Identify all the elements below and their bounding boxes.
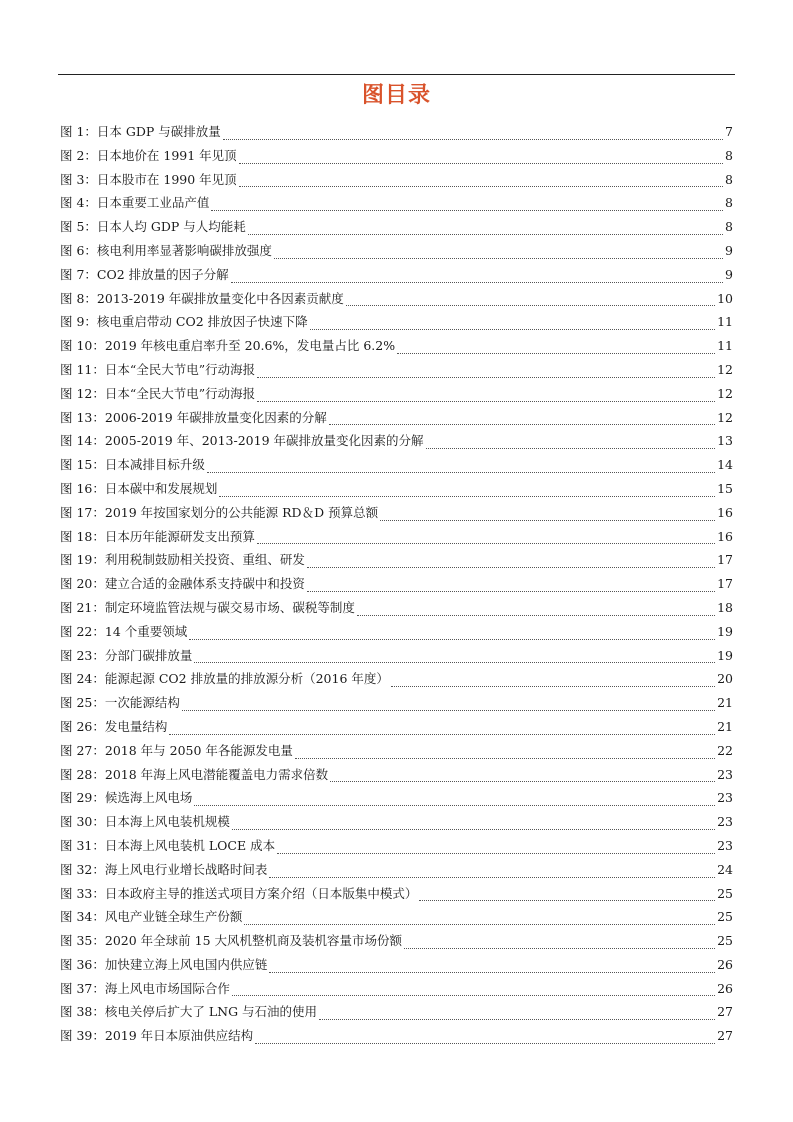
toc-entry-label: 图 36：加快建立海上风电国内供应链 <box>60 956 268 972</box>
dot-leader <box>223 139 723 140</box>
toc-entry[interactable] <box>60 336 733 360</box>
toc-entry-label: 图 33：日本政府主导的推送式项目方案介绍（日本版集中模式） <box>60 885 418 901</box>
toc-entry-page: 11 <box>717 314 733 330</box>
toc-entry-page: 27 <box>717 1004 733 1020</box>
dot-leader <box>330 781 715 782</box>
toc-entry[interactable] <box>60 312 733 336</box>
toc-entry[interactable] <box>60 503 733 527</box>
toc-entry-page: 25 <box>717 909 733 925</box>
toc-entry-label: 图 37：海上风电市场国际合作 <box>60 980 230 996</box>
toc-entry-page: 13 <box>717 433 733 449</box>
toc-entry-page: 25 <box>717 933 733 949</box>
toc-entry[interactable] <box>60 455 733 479</box>
dot-leader <box>219 496 715 497</box>
toc-entry-page: 23 <box>717 837 733 853</box>
toc-entry[interactable] <box>60 360 733 384</box>
toc-entry[interactable] <box>60 1002 733 1026</box>
toc-entry[interactable] <box>60 931 733 955</box>
dot-leader <box>419 900 715 901</box>
dot-leader <box>391 686 715 687</box>
toc-entry-page: 20 <box>717 671 733 687</box>
dot-leader <box>269 972 715 973</box>
toc-entry[interactable] <box>60 741 733 765</box>
toc-entry-label: 图 14：2005-2019 年、2013-2019 年碳排放量变化因素的分解 <box>60 433 424 449</box>
toc-entry-page: 23 <box>717 766 733 782</box>
toc-entry-label: 图 29：候选海上风电场 <box>60 790 193 806</box>
toc-entry[interactable] <box>60 669 733 693</box>
toc-entry-label: 图 32：海上风电行业增长战略时间表 <box>60 861 268 877</box>
dot-leader <box>404 948 715 949</box>
dot-leader <box>295 758 715 759</box>
dot-leader <box>357 615 715 616</box>
toc-entry-label: 图 35：2020 年全球前 15 大风机整机商及装机容量市场份额 <box>60 933 403 949</box>
toc-entry-page: 14 <box>717 457 733 473</box>
toc-entry[interactable] <box>60 955 733 979</box>
toc-entry-label: 图 27：2018 年与 2050 年各能源发电量 <box>60 742 293 758</box>
toc-entry[interactable] <box>60 646 733 670</box>
toc-entry-page: 7 <box>725 124 733 139</box>
dot-leader <box>248 234 723 235</box>
toc-entry-page: 8 <box>725 147 733 163</box>
toc-entry[interactable] <box>60 217 733 241</box>
toc-entry-page: 16 <box>717 504 733 520</box>
toc-entry-page: 15 <box>717 480 733 496</box>
toc-entry[interactable] <box>60 979 733 1003</box>
toc-entry-label: 图 23：分部门碳排放量 <box>60 647 193 663</box>
toc-entry[interactable] <box>60 289 733 313</box>
toc-entry-page: 11 <box>717 338 733 354</box>
dot-leader <box>307 591 715 592</box>
dot-leader <box>274 258 723 259</box>
toc-entry-page: 8 <box>725 219 733 235</box>
toc-entry-page: 26 <box>717 956 733 972</box>
dot-leader <box>380 520 715 521</box>
dot-leader <box>194 662 715 663</box>
dot-leader <box>277 853 715 854</box>
dot-leader <box>211 210 723 211</box>
toc-entry-page: 12 <box>717 361 733 377</box>
dot-leader <box>257 377 715 378</box>
toc-entry-label: 图 8：2013-2019 年碳排放量变化中各因素贡献度 <box>60 290 344 306</box>
toc-entry-label: 图 25：一次能源结构 <box>60 695 180 711</box>
dot-leader <box>426 448 716 449</box>
toc-entry-label: 图 17：2019 年按国家划分的公共能源 RD＆D 预算总额 <box>60 504 379 520</box>
toc-entry[interactable] <box>60 241 733 265</box>
toc-entry-label: 图 6：核电利用率显著影响碳排放强度 <box>60 242 272 258</box>
toc-entry-page: 8 <box>725 171 733 187</box>
dot-leader <box>329 424 715 425</box>
toc-entry[interactable] <box>60 884 733 908</box>
toc-entry-label: 图 2：日本地价在 1991 年见顶 <box>60 147 237 163</box>
toc-entry-page: 25 <box>717 885 733 901</box>
dot-leader <box>310 329 715 330</box>
dot-leader <box>232 995 715 996</box>
toc-entry-label: 图 31：日本海上风电装机 LOCE 成本 <box>60 837 276 853</box>
dot-leader <box>194 805 715 806</box>
toc-entry-label: 图 11：日本“全民大节电”行动海报 <box>60 361 256 377</box>
toc-entry-label: 图 13：2006-2019 年碳排放量变化因素的分解 <box>60 409 327 425</box>
header-rule <box>58 74 735 75</box>
toc-entry[interactable] <box>60 527 733 551</box>
toc-entry-label: 图 39：2019 年日本原油供应结构 <box>60 1028 254 1044</box>
dot-leader <box>231 282 723 283</box>
toc-entry[interactable] <box>60 1026 733 1050</box>
toc-entry-label: 图 34：风电产业链全球生产份额 <box>60 909 243 925</box>
toc-entry[interactable] <box>60 765 733 789</box>
toc-entry[interactable] <box>60 193 733 217</box>
dot-leader <box>307 567 715 568</box>
toc-entry[interactable] <box>60 812 733 836</box>
toc-entry-page: 24 <box>717 861 733 877</box>
toc-entry-label: 图 28：2018 年海上风电潜能覆盖电力需求倍数 <box>60 766 329 782</box>
toc-entry-label: 图 20：建立合适的金融体系支持碳中和投资 <box>60 576 305 592</box>
toc-entry[interactable] <box>60 788 733 812</box>
toc-entry-label: 图 22：14 个重要领域 <box>60 623 188 639</box>
toc-entry-label: 图 5：日本人均 GDP 与人均能耗 <box>60 219 246 235</box>
toc-entry-label: 图 10：2019 年核电重启率升至 20.6%，发电量占比 6.2% <box>60 338 396 354</box>
toc-entry-page: 9 <box>725 266 733 282</box>
page-title: 图目录 <box>361 83 431 108</box>
dot-leader <box>239 163 723 164</box>
toc-entry[interactable] <box>60 170 733 194</box>
toc-entry-label: 图 18：日本历年能源研发支出预算 <box>60 528 255 544</box>
dot-leader <box>182 710 715 711</box>
toc-entry-label: 图 30：日本海上风电装机规模 <box>60 814 230 830</box>
toc-entry[interactable] <box>60 574 733 598</box>
toc-entry-label: 图 1：日本 GDP 与碳排放量 <box>60 124 221 139</box>
toc-entry-page: 22 <box>717 742 733 758</box>
toc-entry[interactable] <box>60 122 733 146</box>
toc-entry[interactable] <box>60 146 733 170</box>
dot-leader <box>189 639 715 640</box>
toc-entry-page: 23 <box>717 790 733 806</box>
toc-entry[interactable] <box>60 836 733 860</box>
dot-leader <box>232 829 715 830</box>
toc-entry-label: 图 24：能源起源 CO2 排放量的排放源分析（2016 年度） <box>60 671 389 687</box>
toc-entry-page: 21 <box>717 718 733 734</box>
toc-entry-label: 图 21：制定环境监管法规与碳交易市场、碳税等制度 <box>60 599 355 615</box>
dot-leader <box>257 543 715 544</box>
toc-entry[interactable] <box>60 860 733 884</box>
toc-entry[interactable] <box>60 717 733 741</box>
toc-entry[interactable] <box>60 265 733 289</box>
dot-leader <box>244 924 715 925</box>
toc-entry-page: 19 <box>717 647 733 663</box>
dot-leader <box>169 734 715 735</box>
toc-entry-label: 图 9：核电重启带动 CO2 排放因子快速下降 <box>60 314 308 330</box>
toc-entry-page: 26 <box>717 980 733 996</box>
toc-entry-page: 18 <box>717 599 733 615</box>
toc-entry[interactable] <box>60 384 733 408</box>
dot-leader <box>207 472 715 473</box>
toc-entry-page: 21 <box>717 695 733 711</box>
toc-entry-label: 图 4：日本重要工业品产值 <box>60 195 210 211</box>
dot-leader <box>319 1019 715 1020</box>
toc-entry-page: 17 <box>717 576 733 592</box>
toc-entry-label: 图 38：核电关停后扩大了 LNG 与石油的使用 <box>60 1004 318 1020</box>
toc-entry-label: 图 15：日本减排目标升级 <box>60 457 205 473</box>
figure-toc-list <box>60 122 733 1050</box>
toc-entry[interactable] <box>60 907 733 931</box>
dot-leader <box>269 877 715 878</box>
toc-entry-page: 8 <box>725 195 733 211</box>
toc-entry-page: 19 <box>717 623 733 639</box>
toc-entry-label: 图 7：CO2 排放量的因子分解 <box>60 266 229 282</box>
dot-leader <box>255 1043 715 1044</box>
toc-entry-page: 12 <box>717 385 733 401</box>
toc-entry[interactable] <box>60 550 733 574</box>
toc-entry-page: 10 <box>717 290 733 306</box>
toc-entry-page: 12 <box>717 409 733 425</box>
toc-entry[interactable] <box>60 598 733 622</box>
toc-entry-label: 图 12：日本“全民大节电”行动海报 <box>60 385 256 401</box>
toc-entry[interactable] <box>60 622 733 646</box>
toc-entry[interactable] <box>60 431 733 455</box>
toc-entry-page: 9 <box>725 242 733 258</box>
toc-entry[interactable] <box>60 408 733 432</box>
dot-leader <box>239 186 723 187</box>
dot-leader <box>346 305 715 306</box>
toc-entry-label: 图 16：日本碳中和发展规划 <box>60 480 218 496</box>
toc-entry-page: 27 <box>717 1028 733 1044</box>
dot-leader <box>257 401 715 402</box>
toc-entry-label: 图 19：利用税制鼓励相关投资、重组、研发 <box>60 552 305 568</box>
toc-entry[interactable] <box>60 693 733 717</box>
toc-entry-label: 图 3：日本股市在 1990 年见顶 <box>60 171 237 187</box>
toc-entry-page: 16 <box>717 528 733 544</box>
toc-entry-label: 图 26：发电量结构 <box>60 718 168 734</box>
toc-entry-page: 17 <box>717 552 733 568</box>
dot-leader <box>397 353 715 354</box>
toc-entry-page: 23 <box>717 814 733 830</box>
toc-entry[interactable] <box>60 479 733 503</box>
